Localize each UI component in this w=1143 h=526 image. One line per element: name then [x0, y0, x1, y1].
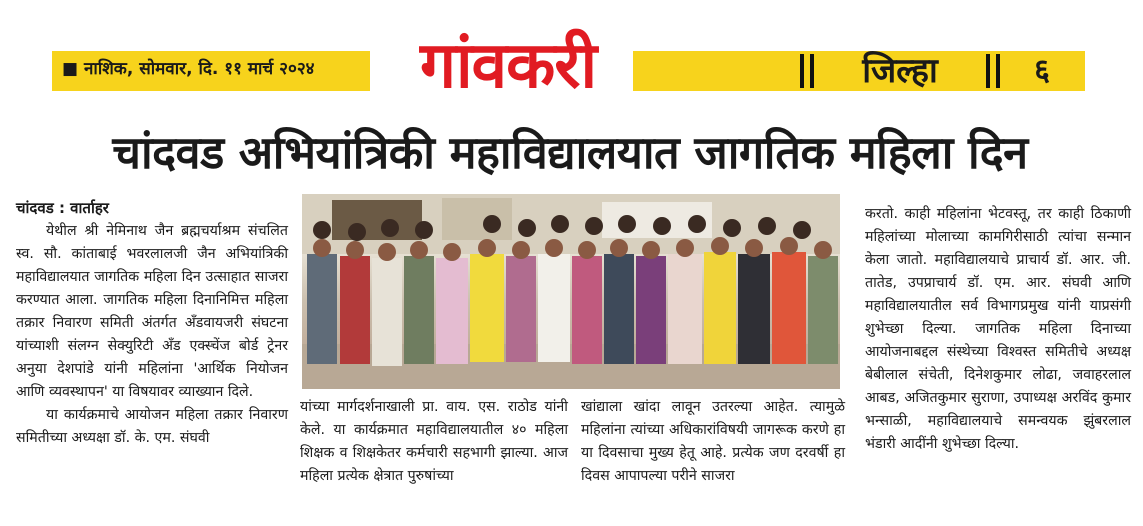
- section-divider: [986, 54, 990, 88]
- article-paragraph: या कार्यक्रमाचे आयोजन महिला तक्रार निवारण समितीच्या अध्यक्षा डॉ. के. एम. संघवी: [16, 407, 288, 446]
- masthead: [0, 0, 1143, 112]
- newspaper-logo: गांवकरी: [419, 29, 597, 103]
- section-divider: [810, 54, 814, 88]
- byline: चांदवड : वार्ताहर: [16, 199, 109, 217]
- section-divider: [996, 54, 1000, 88]
- group-photo-illustration: [302, 194, 840, 389]
- article-column-3: खांद्याला खांदा लावून उतरल्या आहेत. त्यामुळे महिलांना त्यांच्या अधिकारांविषयी जागरूक करणे हा या दिवसाचा मुख्य हेतू आहे. प्रत्येक जण दरवर्षी हा दिवस आपापल्या परीने साजरा: [581, 399, 845, 484]
- section-divider: [800, 54, 804, 88]
- page-number: ६: [1034, 53, 1050, 88]
- article-column-1: [16, 196, 288, 450]
- section-label: जिल्हा: [862, 51, 938, 91]
- dateline: ■ नाशिक, सोमवार, दि. ११ मार्च २०२४: [62, 59, 315, 79]
- article-headline: चांदवड अभियांत्रिकी महाविद्यालयात जागतिक महिला दिन: [112, 126, 1028, 179]
- article-column-2: यांच्या मार्गदर्शनाखाली प्रा. वाय. एस. राठोड यांनी केले. या कार्यक्रमात महाविद्यालयातील ४० महिला शिक्षक व शिक्षकेतर कर्मचारी सहभागी झाल्या. आज महिला प्रत्येक क्षेत्रात पुरुषांच्या: [300, 399, 568, 484]
- article-column-4: करतो. काही महिलांना भेटवस्तू, तर काही ठिकाणी महिलांच्या मोलाच्या कामगिरीसाठी त्यांचा सन्मान केला जातो. महाविद्यालयाचे प्राचार्य डॉ. आर. जी. तातेड, उपप्राचार्य डॉ. एम. आर. संघवी आणि महाविद्यालयातील सर्व विभागप्रमुख यांनी याप्रसंगी शुभेच्छा दिल्या. जागतिक महिला दिनाच्या आयोजनाबद्दल संस्थेच्या विश्वस्त समितीचे अध्यक्ष बेबीलाल संचेती, दिनेशकुमार लोढा, जवाहरलाल आबड, अजितकुमार सुराणा, उपाध्यक्ष अरविंद कुमार भन्साळी, महाविद्यालयाचे समन्वयक झुंबरलाल भंडारी आदींनी शुभेच्छा दिल्या.: [865, 206, 1131, 452]
- article-paragraph: येथील श्री नेमिनाथ जैन ब्रह्मचर्याश्रम संचलित स्व. सौ. कांताबाई भवरलालजी जैन अभियांत्रिकी महाविद्यालयात जागतिक महिला दिन उत्साहात साजरा करण्यात आला. जागतिक महिला दिनानिमित्त महिला तक्रार निवारण समिती अंतर्गत अँडवायजरी संघटना यांच्याशी संलग्न सेक्युरिटी अँड एक्स्चेंज बोर्ड ट्रेनर अनुया देशपांडे यांनी महिलांना 'आर्थिक नियोजन आणि व्यवस्थापन' या विषयावर व्याख्यान दिले.: [16, 223, 288, 400]
- group-photo: [302, 194, 840, 389]
